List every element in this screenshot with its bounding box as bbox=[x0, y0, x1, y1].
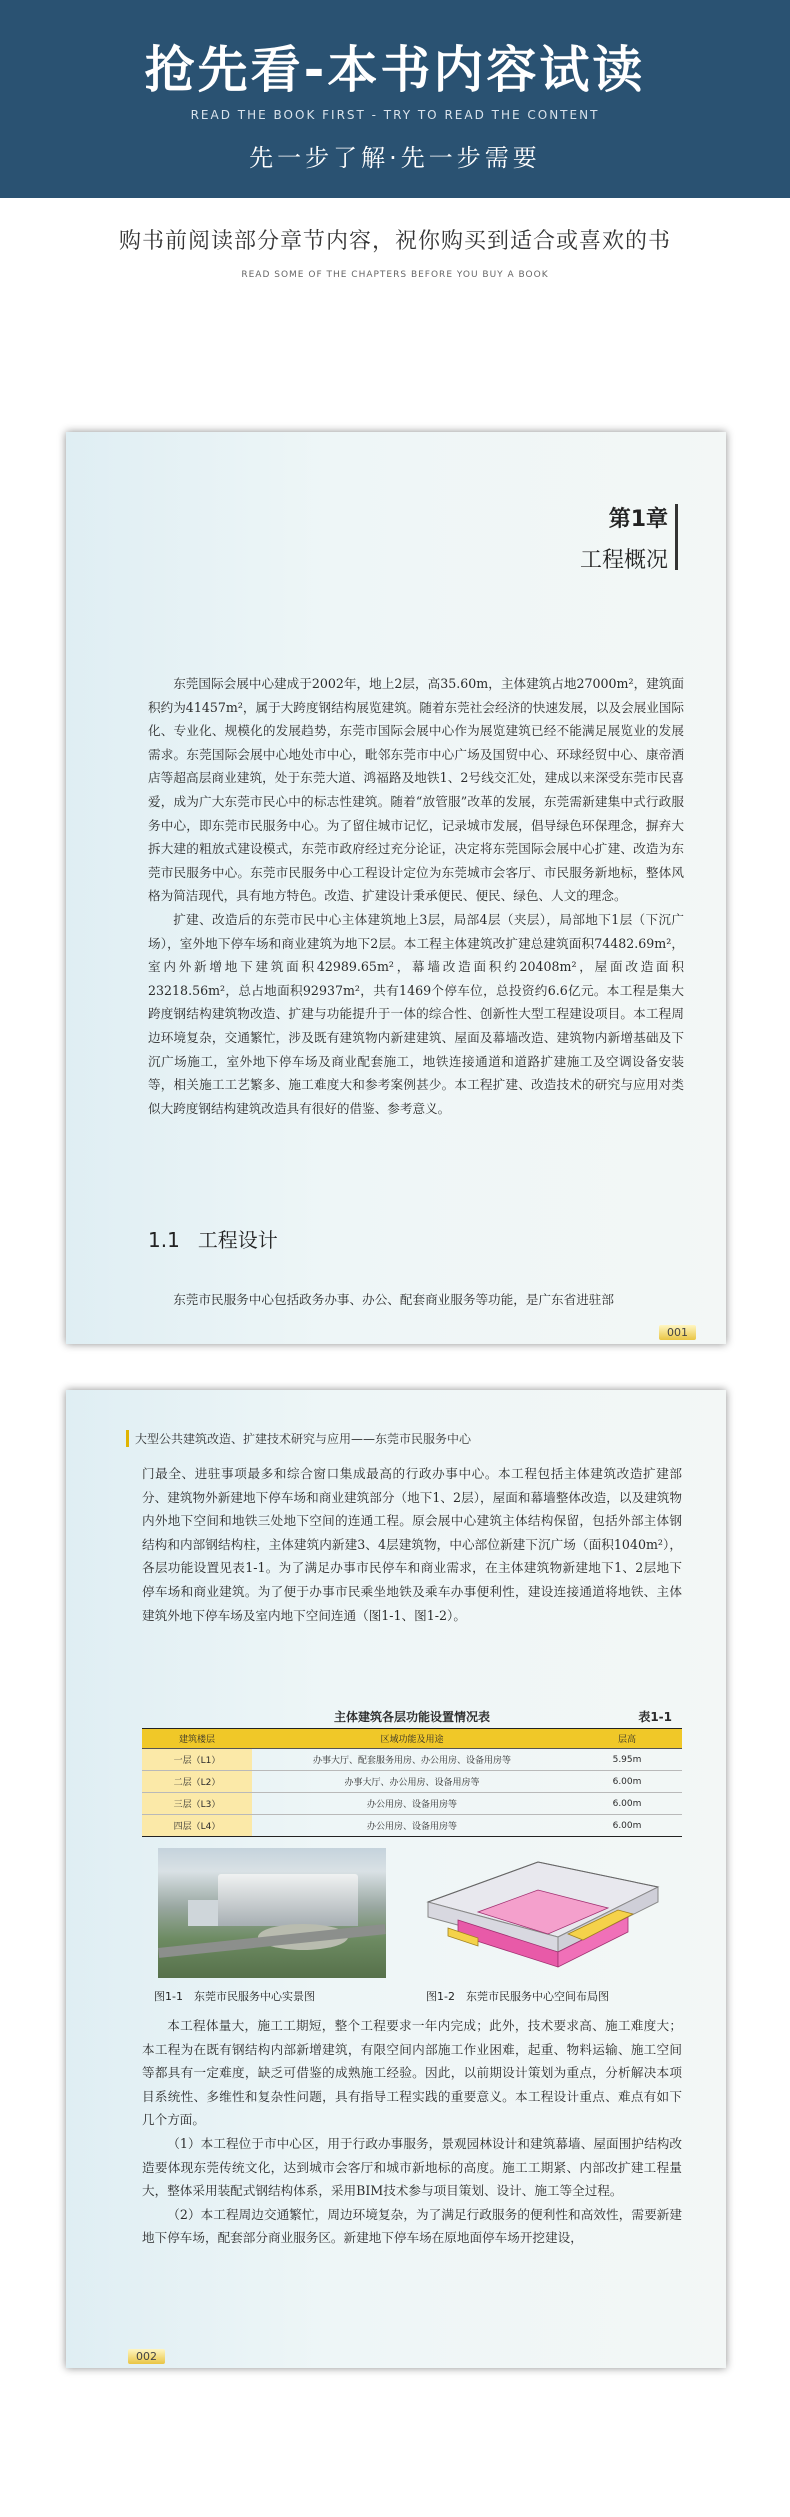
table-cell: 6.00m bbox=[572, 1771, 682, 1793]
function-table bbox=[142, 1728, 682, 1837]
page-number: 002 bbox=[128, 2349, 165, 2364]
header-banner bbox=[0, 0, 790, 198]
book-page-1 bbox=[66, 432, 726, 1344]
banner-title: 抢先看-本书内容试读 bbox=[144, 41, 646, 99]
section-title: 工程设计 bbox=[197, 1228, 278, 1252]
paragraph: 东莞市民服务中心包括政务办事、办公、配套商业服务等功能，是广东省进驻部 bbox=[173, 1292, 614, 1307]
table-cell: 办事大厅、配套服务用房、办公用房、设备用房等 bbox=[252, 1749, 572, 1771]
table-cell: 一层（L1） bbox=[142, 1749, 252, 1771]
table-title: 主体建筑各层功能设置情况表 bbox=[333, 1710, 490, 1724]
table-cell: 二层（L2） bbox=[142, 1771, 252, 1793]
running-head: 大型公共建筑改造、扩建技术研究与应用——东莞市民服务中心 bbox=[126, 1430, 471, 1447]
table-cell: 6.00m bbox=[572, 1815, 682, 1837]
aerial-photo-figure bbox=[158, 1848, 386, 1978]
table-cell: 6.00m bbox=[572, 1793, 682, 1815]
chapter-number: 第1章 bbox=[608, 507, 668, 532]
table-row bbox=[142, 1815, 682, 1837]
intro-subtext: READ SOME OF THE CHAPTERS BEFORE YOU BUY A BOOK bbox=[241, 270, 549, 280]
paragraph: （2）本工程周边交通繁忙，周边环境复杂，为了满足行政服务的便利性和高效性，需要新建地下停车场，配套部分商业服务区。新建地下停车场在原地面停车场开挖建设， bbox=[142, 2206, 682, 2246]
chapter-heading bbox=[580, 502, 668, 574]
table-row bbox=[142, 1793, 682, 1815]
figure-2-caption: 图1-2 东莞市民服务中心空间布局图 bbox=[426, 1990, 609, 2003]
section-number: 1.1 bbox=[148, 1228, 180, 1252]
table-row bbox=[142, 1771, 682, 1793]
table-header: 区域功能及用途 bbox=[252, 1729, 572, 1749]
chapter-body bbox=[148, 672, 684, 1120]
chapter-title: 工程概况 bbox=[579, 548, 668, 573]
table-header: 层高 bbox=[572, 1729, 682, 1749]
table-header-row bbox=[142, 1729, 682, 1749]
table-row bbox=[142, 1749, 682, 1771]
table-cell: 三层（L3） bbox=[142, 1793, 252, 1815]
table-number: 表1-1 bbox=[638, 1710, 672, 1724]
intro-text: 购书前阅读部分章节内容，祝你购买到适合或喜欢的书 bbox=[118, 229, 671, 254]
figure-1-caption: 图1-1 东莞市民服务中心实景图 bbox=[154, 1990, 315, 2003]
table-cell: 办公用房、设备用房等 bbox=[252, 1793, 572, 1815]
banner-slogan: 先一步了解·先一步需要 bbox=[249, 144, 541, 172]
page-number: 001 bbox=[659, 1325, 696, 1340]
section-body bbox=[148, 1288, 684, 1312]
table-cell: 办公用房、设备用房等 bbox=[252, 1815, 572, 1837]
chapter-bar bbox=[675, 504, 678, 570]
table-cell: 四层（L4） bbox=[142, 1815, 252, 1837]
paragraph: 本工程体量大，施工工期短，整个工程要求一年内完成；此外，技术要求高、施工难度大；本工程为在既有钢结构内部新增建筑，有限空间内部施工作业困难，起重、物料运输、施工空间等都具有一定难度，缺乏可借鉴的成熟施工经验。因此，以前期设计策划为重点，分析解决本项目系统性、多维性和复杂性问题，具有指导工程实践的重要意义。本工程设计重点、难点有如下几个方面。 bbox=[142, 2018, 682, 2128]
paragraph: 东莞国际会展中心建成于2002年，地上2层，高35.60m，主体建筑占地27000m²，建筑面积约为41457m²，属于大跨度钢结构展览建筑。随着东莞社会经济的快速发展，以及会展业国际化、专业化、规模化的发展趋势，东莞市国际会展中心作为展览建筑已经不能满足展览业的发展需求。东莞国际会展中心地处市中心，毗邻东莞市中心广场及国贸中心、环球经贸中心、康帝酒店等超高层商业建筑，处于东莞大道、鸿福路及地铁1、2号线交汇处，建成以来深受东莞市民喜爱，成为广大东莞市民心中的标志性建筑。随着“放管服”改革的发展，东莞需新建集中式行政服务中心，即东莞市民服务中心。为了留住城市记忆，记录城市发展，倡导绿色环保理念，摒弃大拆大建的粗放式建设模式，东莞市政府经过充分论证，决定将东莞国际会展中心扩建、改造为东莞市民服务中心。东莞市民服务中心工程设计定位为东莞城市会客厅、市民服务新地标，整体风格为简洁现代，具有地方特色。改造、扩建设计秉承便民、便民、绿色、人文的理念。 bbox=[148, 676, 684, 904]
table-cell: 5.95m bbox=[572, 1749, 682, 1771]
page2-body-bottom bbox=[142, 2014, 682, 2250]
banner-subtitle: READ THE BOOK FIRST - TRY TO READ THE CONTENT bbox=[190, 108, 600, 122]
book-page-2 bbox=[66, 1390, 726, 2368]
table-header: 建筑楼层 bbox=[142, 1729, 252, 1749]
page2-body-top bbox=[142, 1462, 682, 1627]
paragraph: （1）本工程位于市中心区，用于行政办事服务，景观园林设计和建筑幕墙、屋面围护结构改造要体现东莞传统文化，达到城市会客厅和城市新地标的高度。施工工期紧、内部改扩建工程量大，整体采用装配式钢结构体系，采用BIM技术参与项目策划、设计、施工等全过程。 bbox=[142, 2135, 682, 2199]
paragraph: 门最全、进驻事项最多和综合窗口集成最高的行政办事中心。本工程包括主体建筑改造扩建部分、建筑物外新建地下停车场和商业建筑部分（地下1、2层），屋面和幕墙整体改造，以及建筑物内外地下空间和地铁三处地下空间的连通工程。原会展中心建筑主体结构保留，包括外部主体钢结构和内部钢结构柱，主体建筑内新建3、4层建筑物，中心部位新建下沉广场（面积1040m²），各层功能设置见表1-1。为了满足办事市民停车和商业需求，在主体建筑物新建地下1、2层地下停车场和商业建筑。为了便于办事市民乘坐地铁及乘车办事便利性，建设连接通道将地铁、主体建筑外地下停车场及室内地下空间连通（图1-1、图1-2）。 bbox=[142, 1466, 682, 1623]
spatial-layout-figure bbox=[418, 1842, 668, 1982]
section-heading bbox=[148, 1224, 296, 1253]
paragraph: 扩建、改造后的东莞市民中心主体建筑地上3层，局部4层（夹层），局部地下1层（下沉广场），室外地下停车场和商业建筑为地下2层。本工程主体建筑改扩建总建筑面积74482.69m²，室内外新增地下建筑面积42989.65m²，幕墙改造面积约20408m²，屋面改造面积23218.56m²，总占地面积92937m²，共有1469个停车位，总投资约6.6亿元。本工程是集大跨度钢结构建筑物改造、扩建与功能提升于一体的综合性、创新性大型工程建设项目。本工程周边环境复杂，交通繁忙，涉及既有建筑物内新建建筑、屋面及幕墙改造、建筑物内新增基础及下沉广场施工，室外地下停车场及商业配套施工，地铁连接通道和道路扩建施工及空调设备安装等，相关施工工艺繁多、施工难度大和参考案例甚少。本工程扩建、改造技术的研究与应用对类似大跨度钢结构建筑改造具有很好的借鉴、参考意义。 bbox=[148, 911, 684, 1116]
table-cell: 办事大厅、办公用房、设备用房等 bbox=[252, 1771, 572, 1793]
